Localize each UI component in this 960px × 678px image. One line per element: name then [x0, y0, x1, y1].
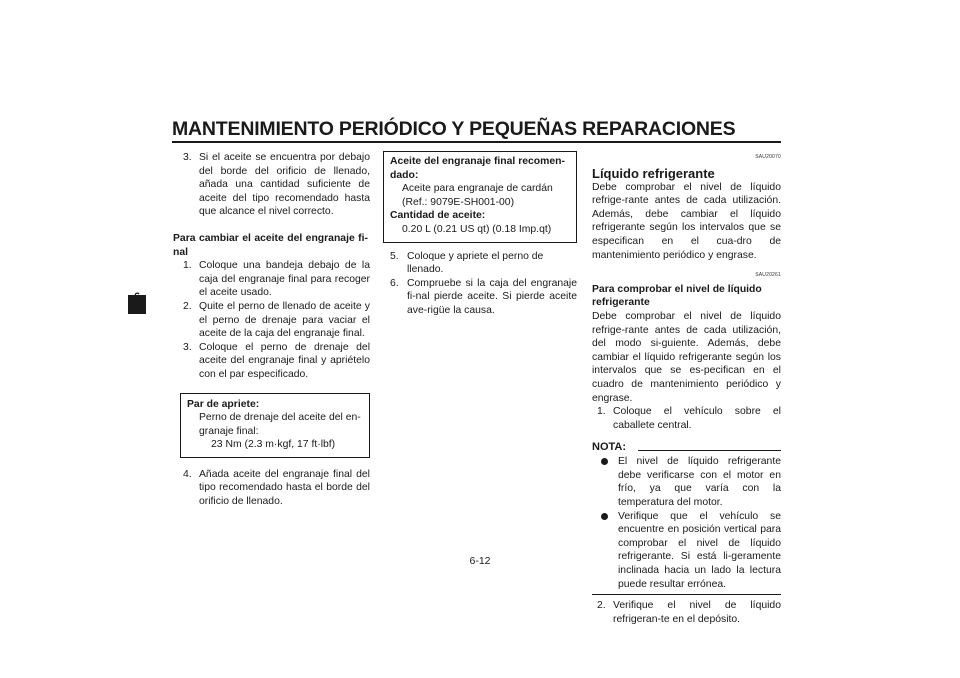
step-number: 3.	[183, 152, 192, 163]
heading-coolant: Líquido refrigerante	[592, 165, 715, 181]
ref-code-check-level: SAU20261	[755, 272, 781, 279]
section-heading-change-oil: Para cambiar el aceite del engranaje fi-nal	[173, 232, 368, 258]
step-number: 1.	[597, 406, 606, 418]
oil-type-label: Aceite del engranaje final recomen-dado:	[390, 156, 565, 181]
step-text: Coloque una bandeja debajo de la caja del engranaje final para recoger el aceite usado.	[199, 260, 370, 299]
note-label: NOTA:	[592, 441, 627, 454]
step-number: 2.	[183, 300, 192, 312]
step-text: Coloque y apriete el perno de llenado.	[407, 250, 544, 276]
step-text: Coloque el perno de drenaje del aceite del engranaje final y apriételo con el par especificado.	[199, 341, 370, 380]
step-text: Coloque el vehículo sobre el caballete central.	[613, 406, 781, 431]
oil-quantity-label: Cantidad de aceite:	[390, 210, 486, 222]
torque-spec-box	[180, 393, 370, 458]
step-3	[183, 151, 370, 219]
torque-label: Par de apriete:	[187, 398, 260, 410]
oil-type-ref: (Ref.: 9079E-SH001-00)	[402, 196, 515, 208]
coolant-step-2	[597, 599, 781, 626]
bullet-icon	[601, 458, 608, 465]
torque-value: 23 Nm (2.3 m·kgf, 17 ft·lbf)	[211, 439, 336, 451]
check-level-intro: Debe comprobar el nivel de líquido refrige-rante antes de cada utilización, del modo si-guiente. Además, debe cambiar el líquido refrigerante según los intervalos que se es-pecifican en el cuadro de mantenimiento periódico y engrase.	[592, 310, 781, 404]
step-number: 3.	[183, 341, 192, 353]
ref-code-coolant: SAU20070	[755, 154, 781, 160]
step-2	[183, 300, 370, 341]
note-text: Verifique que el vehículo se encuentre en posición vertical para comprobar el nivel de líquido refrigerante. Si está li-geramente inclinada hacia un lado la lectura puede resultar errónea.	[618, 510, 781, 590]
step-3b	[183, 341, 370, 382]
step-6	[390, 277, 577, 318]
title-rule	[172, 141, 781, 143]
column-2	[383, 151, 577, 318]
note-rule	[638, 450, 781, 451]
note-bullet	[592, 455, 781, 509]
oil-spec-box	[383, 151, 577, 243]
oil-type-value: Aceite para engranaje de cardán	[402, 183, 553, 195]
note-bullet	[592, 510, 781, 592]
bullet-icon	[601, 513, 608, 520]
step-number: 1.	[183, 260, 192, 272]
coolant-step-1	[597, 405, 781, 432]
note-header	[592, 441, 781, 455]
page-number: 6-12	[469, 555, 491, 567]
column-3	[592, 151, 781, 626]
step-text: Si el aceite se encuentra por debajo del borde del orificio de llenado, añada una cantidad suficiente de aceite del tipo recomendado hasta que alcance el nivel correcto.	[199, 152, 370, 218]
column-1	[173, 151, 370, 509]
torque-item: Perno de drenaje del aceite del en-granaje final:	[199, 412, 361, 437]
step-number: 2.	[597, 600, 606, 612]
step-1	[183, 259, 370, 300]
step-number: 6.	[390, 277, 399, 289]
oil-quantity-value: 0.20 L (0.21 US qt) (0.18 Imp.qt)	[402, 223, 552, 235]
step-text: Quite el perno de llenado de aceite y el perno de drenaje para vaciar el aceite de la caja del engranaje final.	[199, 300, 370, 340]
coolant-intro: Debe comprobar el nivel de líquido refrige-rante antes de cada utilización. Además, debe cambiar el líquido refrigerante según los intervalos que se especifican en el cua-dro de mantenimiento periódico y engrase.	[592, 181, 781, 261]
step-4	[183, 468, 370, 509]
heading-check-level: Para comprobar el nivel de líquido refrigerante	[592, 283, 762, 309]
note-text: El nivel de líquido refrigerante debe verificarse con el motor en frío, ya que varía con la temperatura del motor.	[618, 456, 781, 509]
step-text: Añada aceite del engranaje final del tipo recomendado hasta el borde del orificio de llenado.	[199, 468, 370, 508]
step-text: Compruebe si la caja del engranaje fi-nal pierde aceite. Si pierde aceite ave-rigüe la causa.	[407, 277, 577, 316]
step-number: 5.	[390, 250, 399, 262]
step-number: 4.	[183, 468, 192, 480]
note-end-rule	[592, 594, 781, 595]
page-title: MANTENIMIENTO PERIÓDICO Y PEQUEÑAS REPARACIONES	[172, 118, 736, 140]
step-text: Verifique el nivel de líquido refrigeran-te en el depósito.	[613, 600, 781, 625]
chapter-number: 6	[133, 291, 141, 303]
step-5	[390, 250, 577, 277]
